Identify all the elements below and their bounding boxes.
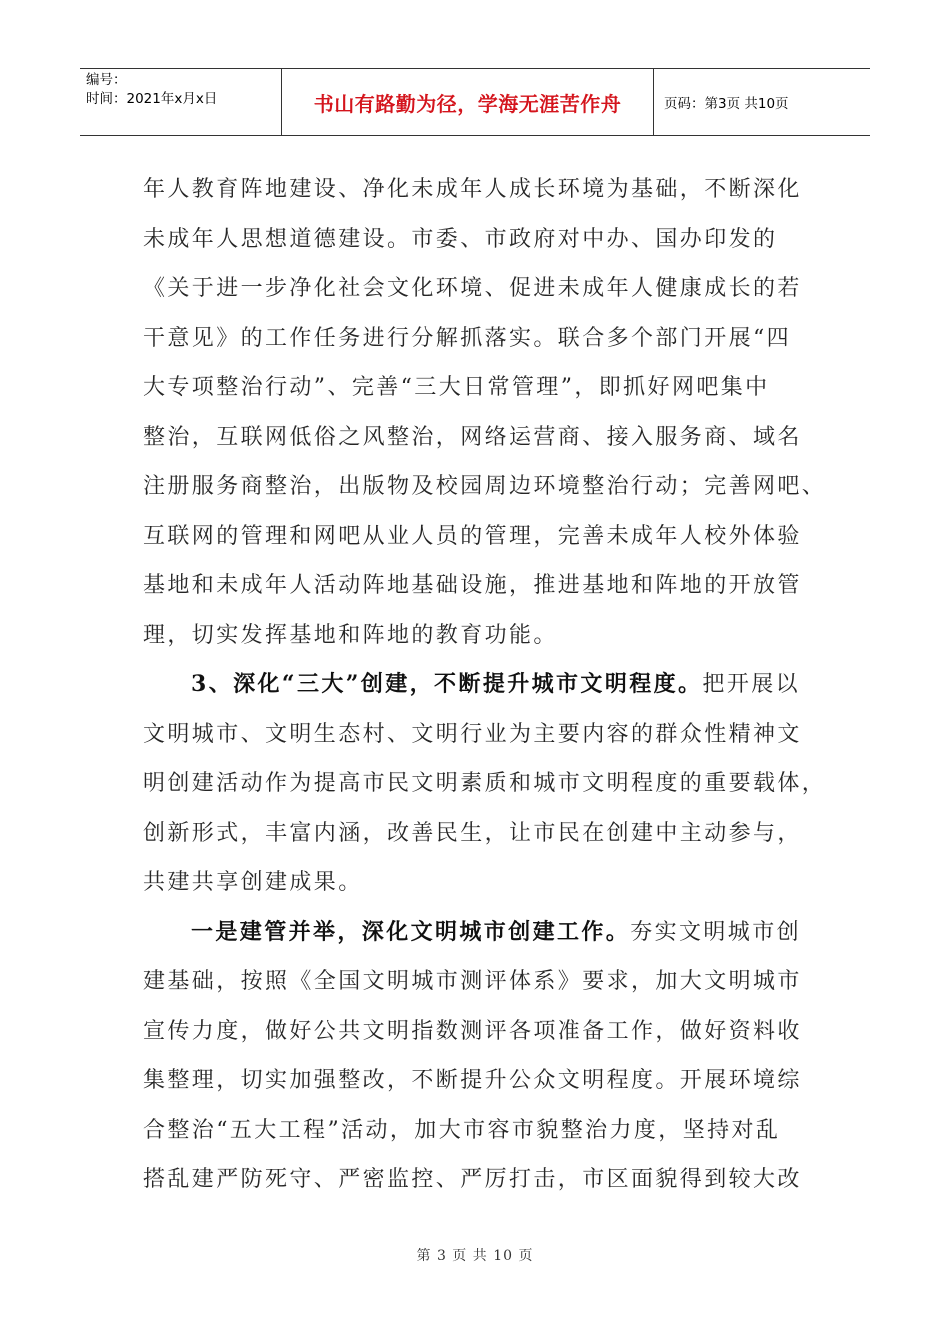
header-page-info: 页码：第3页 共10页 — [664, 96, 789, 112]
text-line: 共建共享创建成果。 — [143, 870, 363, 895]
text-line: 基地和未成年人活动阵地基础设施，推进基地和阵地的开放管 — [143, 573, 802, 598]
text-line: 未成年人思想道德建设。市委、市政府对中办、国办印发的 — [143, 226, 778, 252]
document-header — [80, 68, 870, 136]
section-heading: 一是建管并举，深化文明城市创建工作。 — [191, 918, 631, 945]
text-line-first — [143, 660, 813, 710]
text-line: 《关于进一步净化社会文化环境、促进未成年人健康成长的若 — [143, 276, 802, 301]
text-line: 整治，互联网低俗之风整治，网络运营商、接入服务商、域名 — [143, 424, 802, 450]
page-footer: 第 3 页 共 10 页 — [416, 1248, 534, 1264]
text-line: 理，切实发挥基地和阵地的教育功能。 — [143, 622, 558, 648]
text-line: 合整治“五大工程”活动，加大市容市貌整治力度，坚持对乱 — [143, 1117, 781, 1143]
paragraph-1 — [143, 165, 827, 660]
text-line: 创新形式，丰富内涵，改善民生，让市民在创建中主动参与， — [143, 820, 802, 846]
header-meta — [80, 69, 282, 135]
header-motto: 书山有路勤为径，学海无涯苦作舟 — [282, 69, 654, 135]
text-line: 搭乱建严防死守、严密监控、严厉打击，市区面貌得到较大改 — [143, 1167, 802, 1192]
text-line: 宣传力度，做好公共文明指数测评各项准备工作，做好资料收 — [143, 1018, 802, 1044]
text-line: 干意见》的工作任务进行分解抓落实。联合多个部门开展“四 — [143, 325, 792, 351]
document-body — [143, 165, 827, 1205]
text-line: 年人教育阵地建设、净化未成年人成长环境为基础，不断深化 — [143, 177, 802, 202]
text-line-first — [143, 908, 813, 958]
number-label: 编号： — [86, 72, 127, 88]
text-line: 文明城市、文明生态村、文明行业为主要内容的群众性精神文 — [143, 721, 802, 747]
text-line: 明创建活动作为提高市民文明素质和城市文明程度的重要载体， — [143, 771, 827, 796]
date-label: 时间：2021年x月x日 — [86, 91, 218, 107]
paragraph-3 — [143, 908, 813, 1205]
text-run: 夯实文明城市创 — [630, 919, 802, 945]
text-line: 集整理，切实加强整改，不断提升公众文明程度。开展环境综 — [143, 1068, 802, 1093]
text-line: 建基础，按照《全国文明城市测评体系》要求，加大文明城市 — [143, 969, 802, 994]
paragraph-2 — [143, 660, 827, 908]
text-line: 注册服务商整治，出版物及校园周边环境整治行动；完善网吧、 — [143, 474, 827, 499]
text-line: 大专项整治行动”、完善“三大日常管理”，即抓好网吧集中 — [143, 375, 770, 400]
text-line: 互联网的管理和网吧从业人员的管理，完善未成年人校外体验 — [143, 523, 802, 549]
section-heading: 3、深化“三大”创建，不断提升城市文明程度。 — [191, 671, 703, 697]
text-run: 把开展以 — [702, 672, 801, 697]
